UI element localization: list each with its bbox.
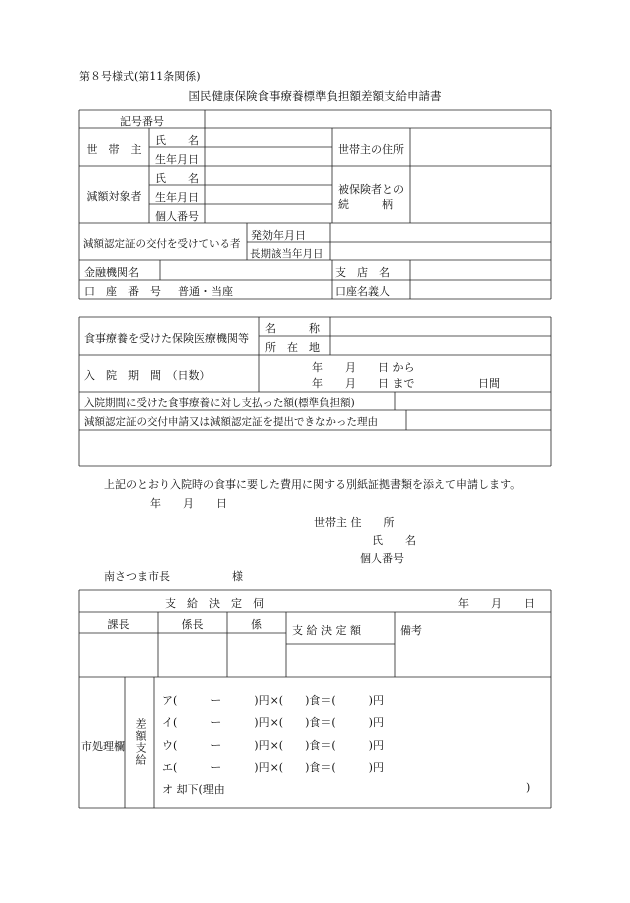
decision-date: 年 月 日	[458, 597, 535, 610]
issue-date-label: 発効年月日	[251, 229, 306, 242]
relationship-label-1: 被保険者との	[338, 183, 404, 196]
long-term-date-label: 長期該当年月日	[250, 248, 324, 260]
addressee: 南さつま市長	[104, 570, 170, 583]
certificate-holder-label: 減額認定証の交付を受けている者	[83, 238, 241, 250]
calc-line-i: イ( ー )円×( )食＝( )円	[162, 716, 384, 729]
relationship-label-2: 続 柄	[338, 198, 393, 211]
remarks-label: 備考	[400, 624, 422, 637]
declaration-date: 年 月 日	[150, 497, 227, 510]
difference-payment-label: 差額支給	[134, 718, 147, 766]
addressee-honorific: 様	[232, 570, 243, 583]
target-birthdate-label: 生年月日	[155, 191, 199, 204]
form-title: 国民健康保険食事療養標準負担額差額支給申請書	[188, 89, 442, 103]
hospitalization-from: 年 月 日 から	[312, 361, 415, 374]
institution-label: 食事療養を受けた保険医療機関等	[84, 332, 249, 345]
calc-line-e: エ( ー )円×( )食＝( )円	[162, 761, 384, 774]
applicant-address-label: 世帯主 住 所	[314, 516, 395, 529]
householder-birthdate-label: 生年月日	[155, 153, 199, 166]
householder-label: 世 帯 主	[86, 143, 142, 156]
decision-amount-label: 支 給 決 定 額	[292, 624, 361, 637]
amount-paid-label: 入院期間に受けた食事療養に対し支払った額(標準負担額)	[84, 397, 355, 409]
hospitalization-days: 日間	[478, 377, 500, 390]
institution-address-label: 所 在 地	[265, 341, 320, 354]
reduction-target-label: 減額対象者	[86, 190, 142, 203]
account-number-label: 口 座 番 号	[84, 285, 161, 298]
reason-label: 減額認定証の交付申請又は減額認定証を提出できなかった理由	[84, 416, 378, 428]
calc-line-u: ウ( ー )円×( )食＝( )円	[162, 739, 384, 752]
rejection-close: )	[526, 781, 531, 794]
householder-address-label: 世帯主の住所	[338, 143, 404, 156]
sub-chief-label: 係長	[181, 618, 204, 631]
account-type-label: 普通・当座	[178, 285, 233, 298]
applicant-number-label: 個人番号	[360, 552, 404, 565]
rejection-label: オ 却下(理由	[162, 783, 225, 796]
record-number-label: 記号番号	[120, 115, 164, 128]
applicant-name-label: 氏 名	[372, 534, 416, 547]
institution-name-label: 名 称	[265, 322, 320, 335]
householder-name-label: 氏 名	[155, 134, 199, 147]
section-chief-label: 課長	[107, 618, 130, 631]
hospitalization-label: 入 院 期 間 （日数）	[84, 369, 211, 382]
bank-name-label: 金融機関名	[84, 266, 139, 279]
branch-name-label: 支 店 名	[335, 266, 390, 279]
decision-request-label: 支 給 決 定 伺	[165, 597, 264, 610]
target-name-label: 氏 名	[155, 172, 199, 185]
declaration-statement: 上記のとおり入院時の食事に要した費用に関する別紙証拠書類を添えて申請します。	[104, 478, 522, 491]
form-number: 第８号様式(第11条関係)	[79, 70, 201, 83]
staff-label: 係	[251, 618, 262, 631]
city-section-label: 市処理欄	[81, 740, 125, 753]
account-holder-label: 口座名義人	[335, 285, 390, 298]
calc-line-a: ア( ー )円×( )食＝( )円	[162, 694, 384, 707]
hospitalization-to: 年 月 日 まで	[312, 377, 415, 390]
target-personal-number-label: 個人番号	[155, 210, 199, 223]
